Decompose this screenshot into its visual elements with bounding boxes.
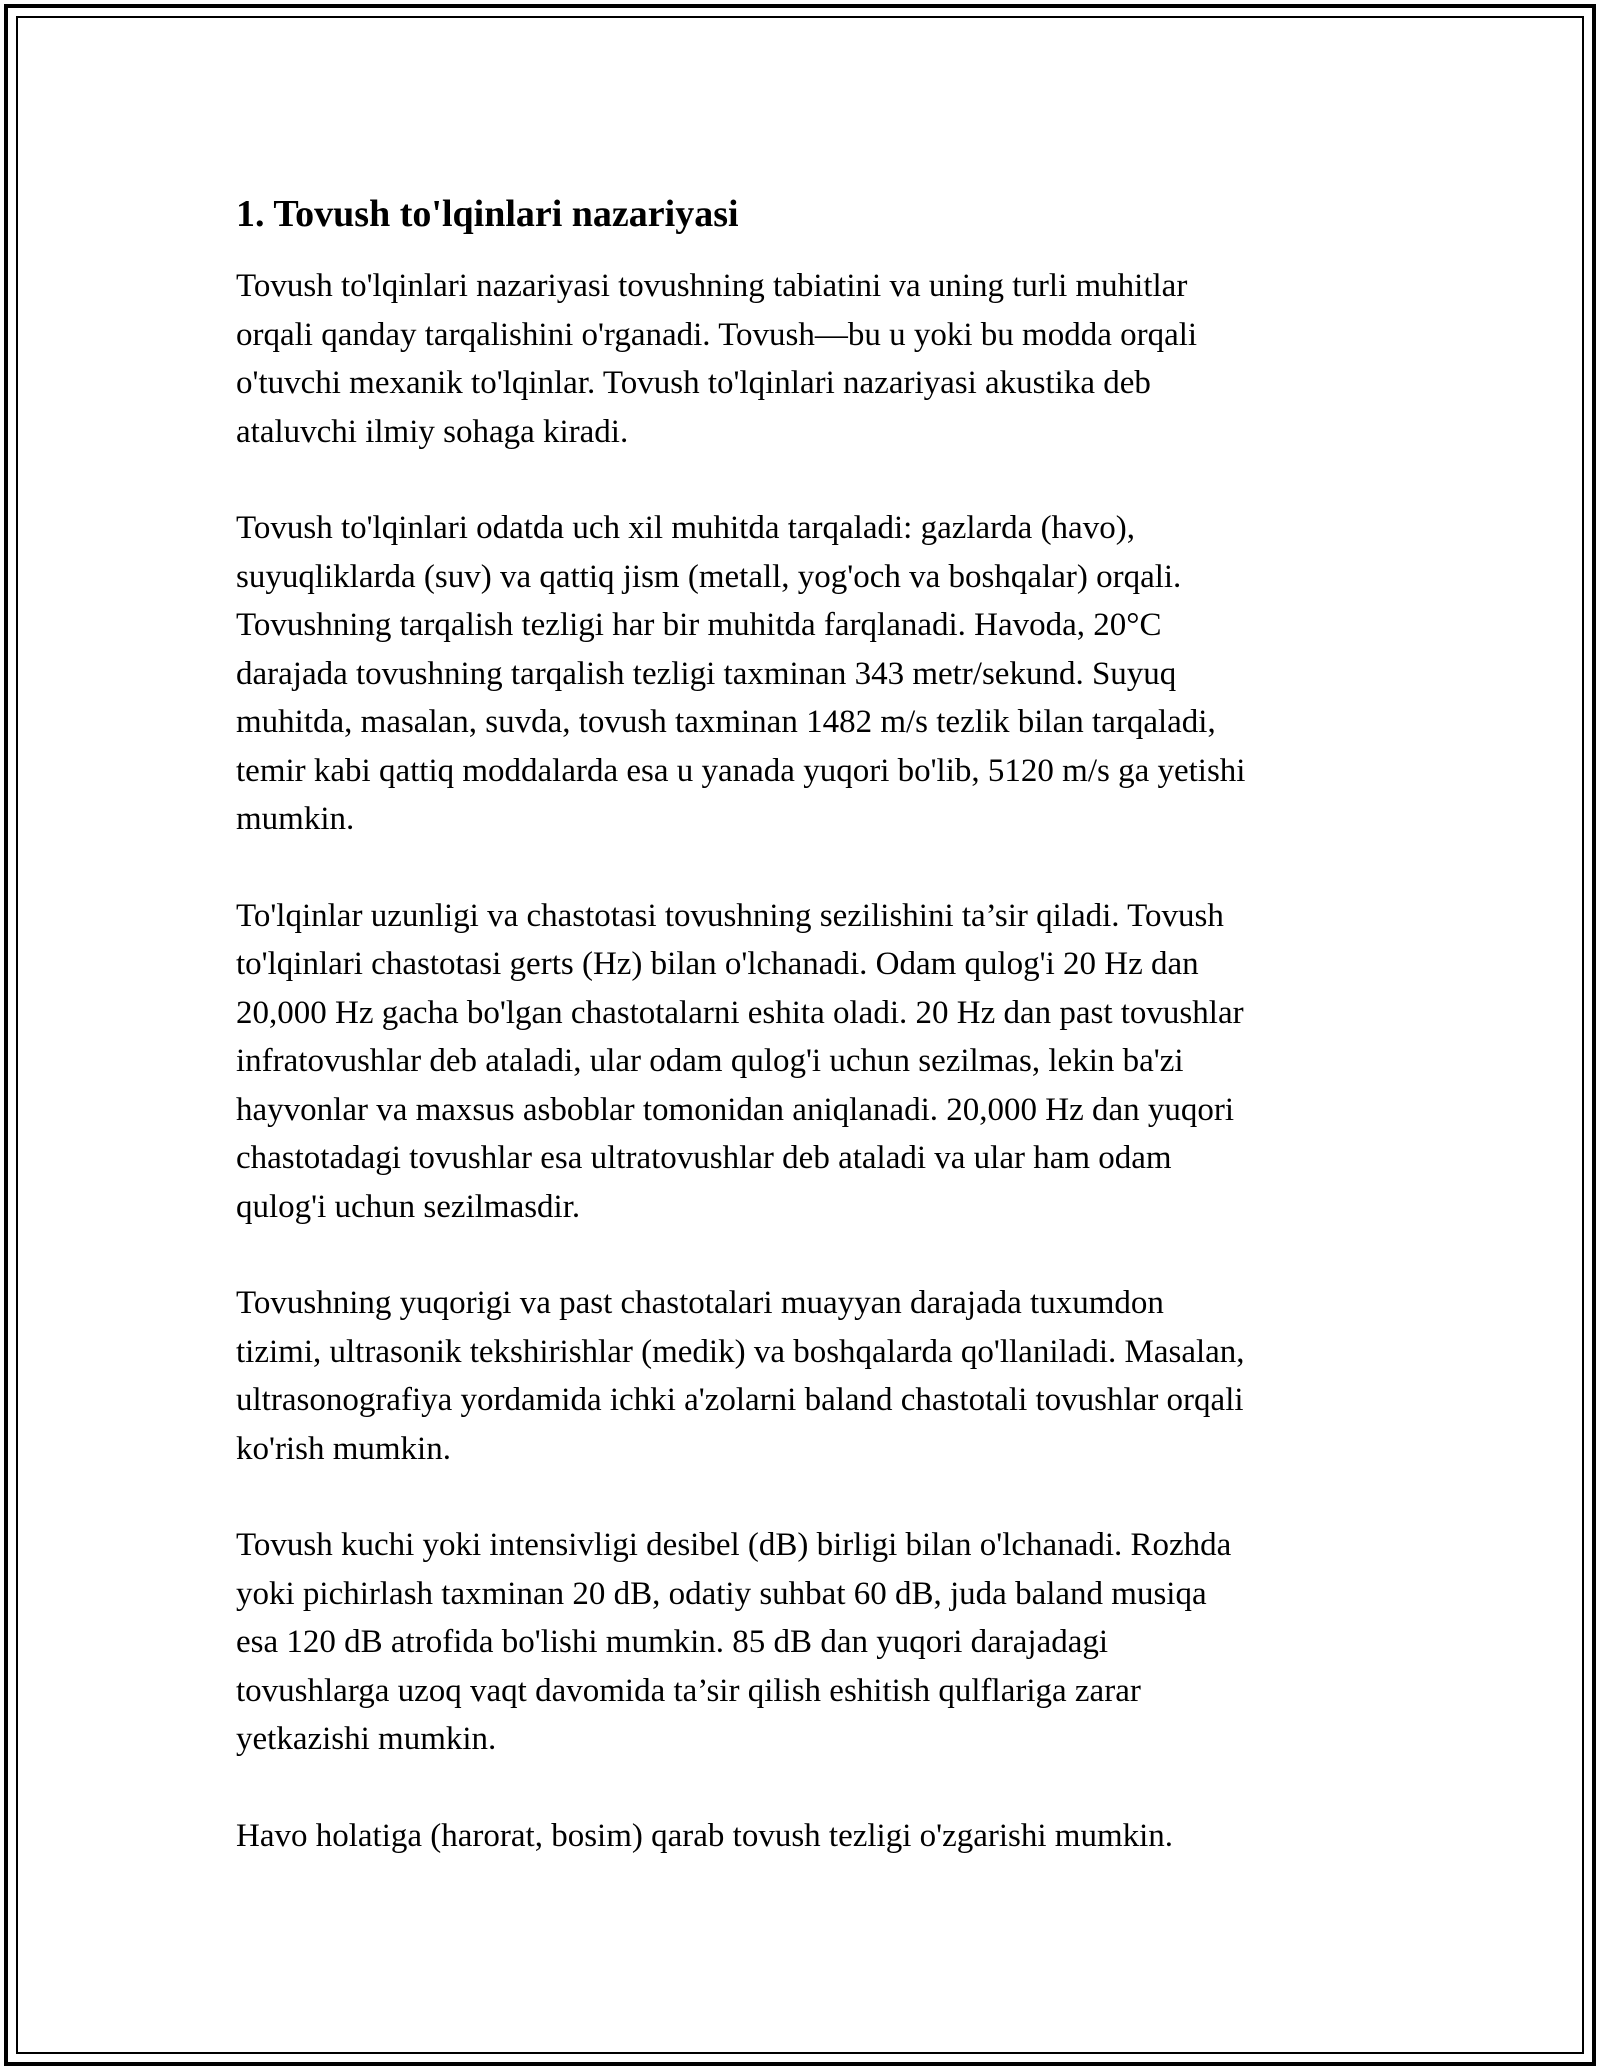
document-body bbox=[236, 186, 1366, 1908]
paragraph-line: yetkazishi mumkin. bbox=[236, 1721, 497, 1757]
paragraph-line: mumkin. bbox=[236, 801, 355, 837]
paragraph-line: yoki pichirlash taxminan 20 dB, odatiy suhbat 60 dB, juda baland musiqa bbox=[236, 1575, 1207, 1612]
paragraph-line: o'tuvchi mexanik to'lqinlar. Tovush to'lqinlari nazariyasi akustika deb bbox=[236, 365, 1151, 401]
paragraph-3 bbox=[236, 892, 1366, 1232]
paragraph-line: ko'rish mumkin. bbox=[236, 1430, 451, 1467]
paragraph-line: Tovushning yuqorigi va past chastotalari muayyan darajada tuxumdon bbox=[236, 1285, 1164, 1321]
paragraph-line: esa 120 dB atrofida bo'lishi mumkin. 85 dB dan yuqori darajadagi bbox=[236, 1624, 1109, 1660]
paragraph-line: Tovush to'lqinlari odatda uch xil muhitda tarqaladi: gazlarda (havo), bbox=[236, 510, 1135, 546]
paragraph-5 bbox=[236, 1521, 1366, 1764]
paragraph-line: orqali qanday tarqalishini o'rganadi. Tovush—bu u yoki bu modda orqali bbox=[236, 316, 1198, 353]
section-heading: 1. Tovush to'lqinlari nazariyasi bbox=[236, 193, 739, 235]
paragraph-line: qulog'i uchun sezilmasdir. bbox=[236, 1188, 581, 1225]
paragraph-line: Havo holatiga (harorat, bosim) qarab tovush tezligi o'zgarishi mumkin. bbox=[236, 1817, 1174, 1854]
paragraph-line: darajada tovushning tarqalish tezligi taxminan 343 metr/sekund. Suyuq bbox=[236, 655, 1177, 692]
paragraph-line: To'lqinlar uzunligi va chastotasi tovushning sezilishini ta’sir qiladi. Tovush bbox=[236, 897, 1224, 934]
paragraph-line: chastotadagi tovushlar esa ultratovushlar deb ataladi va ular ham odam bbox=[236, 1140, 1172, 1176]
paragraph-line: Tovush kuchi yoki intensivligi desibel (dB) birligi bilan o'lchanadi. Rozhda bbox=[236, 1527, 1232, 1563]
paragraph-line: ataluvchi ilmiy sohaga kiradi. bbox=[236, 413, 629, 450]
paragraph-line: to'lqinlari chastotasi gerts (Hz) bilan o'lchanadi. Odam qulog'i 20 Hz dan bbox=[236, 946, 1199, 982]
paragraph-line: suyuqliklarda (suv) va qattiq jism (metall, yog'och va boshqalar) orqali. bbox=[236, 558, 1182, 595]
paragraph-4 bbox=[236, 1279, 1366, 1473]
paragraph-line: 20,000 Hz gacha bo'lgan chastotalarni eshita oladi. 20 Hz dan past tovushlar bbox=[236, 994, 1244, 1031]
paragraph-line: ultrasonografiya yordamida ichki a'zolarni baland chastotali tovushlar orqali bbox=[236, 1382, 1244, 1418]
paragraph-line: temir kabi qattiq moddalarda esa u yanada yuqori bo'lib, 5120 m/s ga yetishi bbox=[236, 752, 1246, 789]
paragraph-line: muhitda, masalan, suvda, tovush taxminan 1482 m/s tezlik bilan tarqaladi, bbox=[236, 704, 1216, 740]
paragraph-6 bbox=[236, 1812, 1366, 1861]
paragraph-line: infratovushlar deb ataladi, ular odam qulog'i uchun sezilmas, lekin ba'zi bbox=[236, 1043, 1184, 1079]
paragraph-line: tizimi, ultrasonik tekshirishlar (medik) va boshqalarda qo'llaniladi. Masalan, bbox=[236, 1333, 1245, 1370]
paragraph-line: hayvonlar va maxsus asboblar tomonidan aniqlanadi. 20,000 Hz dan yuqori bbox=[236, 1091, 1235, 1128]
paragraph-line: Tovushning tarqalish tezligi har bir muhitda farqlanadi. Havoda, 20°C bbox=[236, 607, 1162, 643]
paragraph-2 bbox=[236, 504, 1366, 844]
paragraph-line: tovushlarga uzoq vaqt davomida ta’sir qilish eshitish qulflariga zarar bbox=[236, 1672, 1141, 1709]
paragraph-1 bbox=[236, 262, 1366, 456]
paragraph-line: Tovush to'lqinlari nazariyasi tovushning tabiatini va uning turli muhitlar bbox=[236, 268, 1188, 304]
